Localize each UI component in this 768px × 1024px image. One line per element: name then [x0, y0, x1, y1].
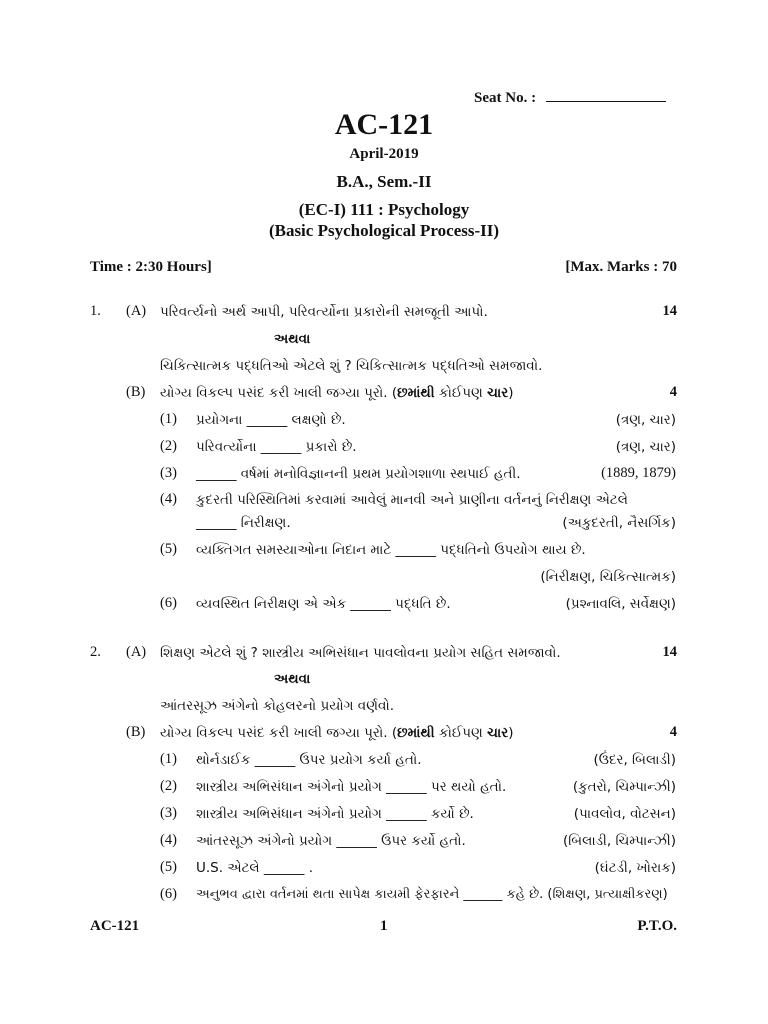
- q2b-item-1-text: થોર્નડાઈક ______ ઉપર પ્રયોગ કર્યા હતો.: [196, 752, 422, 768]
- course-name: B.A., Sem.-II: [336, 172, 432, 191]
- q2b-marks: 4: [669, 724, 677, 740]
- q1b-item-1-text: પ્રયોગના ______ લક્ષણો છે.: [196, 412, 346, 428]
- q2-or: અથવા: [274, 671, 311, 687]
- q2b-item-4-text: આંતરસૂઝ અંગેનો પ્રયોગ ______ ઉપર કર્યો હતો.: [196, 833, 466, 849]
- q1b-item-6-options: (પ્રશ્નાવલિ, સર્વેક્ષણ): [565, 596, 676, 612]
- q1b-item-5-text: વ્યક્તિગત સમસ્યાઓના નિદાન માટે ______ પદ્ધતિનો ઉપયોગ થાય છે.: [196, 542, 586, 558]
- q1b-item-4-text-cont: ______ નિરીક્ષણ.: [196, 515, 291, 531]
- q2b-instruction-end: ): [508, 725, 514, 741]
- q2a-label: (A): [126, 644, 147, 660]
- paper-title: (EC-I) 111 : Psychology: [298, 200, 470, 219]
- q2-number: 2.: [90, 644, 101, 660]
- q1b-item-2-text: પરિવર્ત્યોના ______ પ્રકારો છે.: [196, 439, 357, 455]
- q2b-item-1-number: (1): [160, 751, 177, 767]
- seat-label: Seat No. :: [474, 90, 537, 106]
- q2b-instruction-bold2: ચાર: [487, 725, 509, 741]
- q2b-instruction-main: યોગ્ય વિકલ્પ પસંદ કરી ખાલી જગ્યા પૂરો. (: [160, 725, 398, 741]
- q1a-label: (A): [126, 303, 147, 319]
- q2a-marks: 14: [662, 644, 677, 660]
- paper-code: AC-121: [334, 108, 434, 141]
- q2b-item-2-options: (કુતરો, ચિમ્પાન્ઝી): [572, 779, 676, 795]
- q2b-instruction-bold1: છમાંથી: [397, 725, 435, 741]
- q2b-item-5-text: U.S. એટલે ______ .: [196, 860, 314, 876]
- q1b-item-2-number: (2): [160, 438, 177, 454]
- q1b-item-4-options: (અકુદરતી, નૈસર્ગિક): [562, 515, 676, 531]
- q1b-item-5-options: (નિરીક્ષણ, ચિકિત્સાત્મક): [540, 569, 676, 585]
- q2a-text: શિક્ષણ એટલે શું ? શાસ્ત્રીય અભિસંધાન પાવલોવના પ્રયોગ સહિત સમજાવો.: [160, 645, 561, 661]
- q1b-item-6-text: વ્યવસ્થિત નિરીક્ષણ એ એક ______ પદ્ધતિ છે.: [196, 596, 451, 612]
- page-number: 1: [380, 918, 388, 934]
- q1b-item-6-number: (6): [160, 595, 177, 611]
- q1b-instruction: [160, 385, 513, 401]
- footer-code: AC-121: [90, 918, 140, 934]
- q1b-label: (B): [126, 384, 146, 400]
- q1b-item-3-options: (1889, 1879): [601, 465, 676, 481]
- exam-date: April-2019: [349, 146, 419, 162]
- q1-or: અથવા: [274, 331, 311, 347]
- time-allowed: Time : 2:30 Hours]: [90, 259, 212, 275]
- q1b-item-3-text: ______ વર્ષમાં મનોવિજ્ઞાનની પ્રથમ પ્રયોગશાળા સ્થપાઈ હતી.: [196, 466, 521, 482]
- q2b-item-6-number: (6): [160, 886, 177, 902]
- max-marks: [Max. Marks : 70: [565, 259, 677, 275]
- q1b-item-1-number: (1): [160, 411, 177, 427]
- q2b-instruction: [160, 725, 513, 741]
- q2b-instruction-mid: કોઈપણ: [434, 725, 488, 741]
- q1b-item-3-number: (3): [160, 465, 177, 481]
- q2b-item-4-options: (બિલાડી, ચિમ્પાન્ઝી): [562, 833, 676, 849]
- q2b-item-2-number: (2): [160, 778, 177, 794]
- q1b-instruction-bold2: ચાર: [487, 385, 509, 401]
- q1b-item-5-number: (5): [160, 541, 177, 557]
- q2b-item-3-number: (3): [160, 805, 177, 821]
- q2b-label: (B): [126, 724, 146, 740]
- seat-blank-line: [546, 88, 666, 102]
- q1b-item-4-text: કુદરતી પરિસ્થિતિમાં કરવામાં આવેલું માનવી અને પ્રાણીના વર્તનનું નિરીક્ષણ એટલે: [196, 492, 628, 508]
- q2b-item-2-text: શાસ્ત્રીય અભિસંધાન અંગેનો પ્રયોગ ______ પર થયો હતો.: [196, 779, 507, 795]
- q1a-marks: 14: [662, 303, 677, 319]
- q1a-text: પરિવર્ત્યનો અર્થ આપી, પરિવર્ત્યોના પ્રકારોની સમજૂતી આપો.: [160, 304, 488, 320]
- q2b-item-5-options: (ઘંટડી, ખોરાક): [594, 860, 676, 876]
- q1-number: 1.: [90, 303, 101, 319]
- q1b-item-1-options: (ત્રણ, ચાર): [615, 412, 676, 428]
- please-turn-over: P.T.O.: [637, 918, 677, 934]
- paper-subtitle: (Basic Psychological Process-II): [268, 221, 500, 240]
- q1b-instruction-main: યોગ્ય વિકલ્પ પસંદ કરી ખાલી જગ્યા પૂરો. (: [160, 385, 398, 401]
- q1b-item-2-options: (ત્રણ, ચાર): [615, 439, 676, 455]
- q2b-item-4-number: (4): [160, 832, 177, 848]
- q1b-instruction-end: ): [508, 385, 514, 401]
- q1b-marks: 4: [669, 384, 677, 400]
- q2b-item-5-number: (5): [160, 859, 177, 875]
- q2b-item-1-options: (ઉંદર, બિલાડી): [593, 752, 676, 768]
- q2b-item-3-text: શાસ્ત્રીય અભિસંધાન અંગેનો પ્રયોગ ______ કર્યો છે.: [196, 806, 474, 822]
- q1a-alt-text: ચિકિત્સાત્મક પદ્ધતિઓ એટલે શું ? ચિકિત્સાત્મક પદ્ધતિઓ સમજાવો.: [160, 358, 543, 374]
- q2a-alt-text: આંતરસૂઝ અંગેનો કોહલરનો પ્રયોગ વર્ણવો.: [160, 698, 395, 714]
- seat-number-field: [474, 88, 666, 107]
- q2b-item-6-text: અનુભવ દ્વારા વર્તનમાં થતા સાપેક્ષ કાયમી ફેરફારને ______ કહે છે. (શિક્ષણ, પ્રત્યાક્ષીકરણ): [196, 887, 668, 902]
- q2b-item-3-options: (પાવલોવ, વોટસન): [573, 806, 676, 822]
- q1b-instruction-bold1: છમાંથી: [397, 385, 435, 401]
- q1b-instruction-mid: કોઈપણ: [434, 385, 488, 401]
- q1b-item-4-number: (4): [160, 491, 177, 507]
